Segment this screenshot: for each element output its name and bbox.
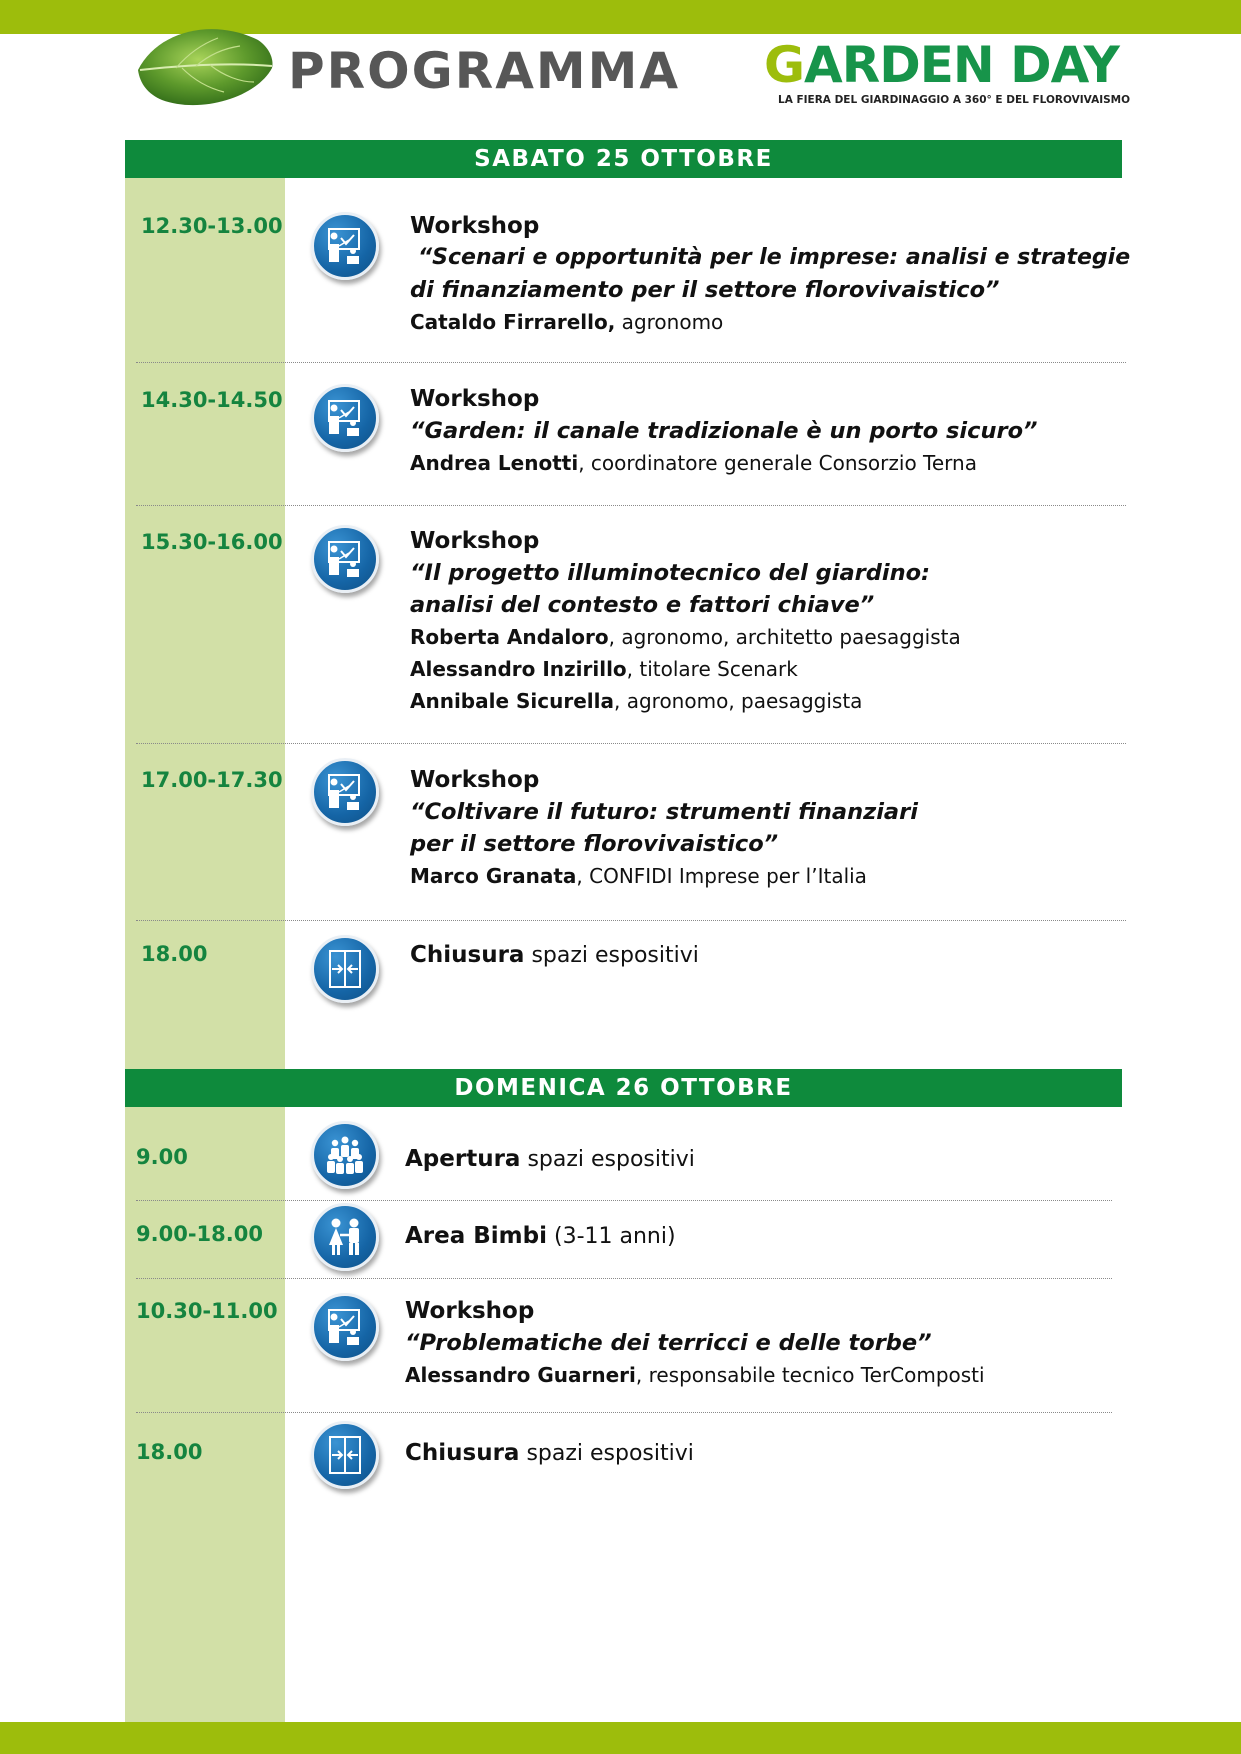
bottom-band [0, 1722, 1241, 1754]
page-title: PROGRAMMA [288, 42, 681, 100]
entry-time: 10.30-11.00 [136, 1299, 278, 1323]
row-separator [136, 505, 1126, 506]
entry-line: Chiusura spazi espositivi [405, 1440, 694, 1466]
row-separator [136, 920, 1126, 921]
day-header-saturday: SABATO 25 OTTOBRE [125, 140, 1122, 178]
entry-topic: “Coltivare il futuro: strumenti finanziari [410, 799, 918, 825]
entry-content [405, 1143, 1165, 1176]
closing-doors-icon [311, 1421, 379, 1489]
entry-time: 9.00-18.00 [136, 1222, 263, 1246]
entry-speaker: Alessandro Guarneri, responsabile tecnico TerComposti [405, 1363, 985, 1387]
entry-time: 9.00 [136, 1145, 188, 1169]
entry-speaker: Cataldo Firrarello, agronomo [410, 310, 724, 334]
entry-time: 17.00-17.30 [141, 768, 283, 792]
entry-speaker: Annibale Sicurella, agronomo, paesaggista [410, 689, 863, 713]
children-area-icon [311, 1203, 379, 1271]
entry-time: 15.30-16.00 [141, 530, 283, 554]
logo-word-rest: ARDEN DAY [804, 36, 1119, 94]
entry-topic: di finanziamento per il settore florovivaistico” [410, 277, 1000, 303]
entry-content [405, 1295, 1165, 1391]
opening-crowd-icon [311, 1121, 379, 1189]
entry-line: Apertura spazi espositivi [405, 1146, 695, 1172]
entry-kind: Workshop [410, 528, 540, 554]
workshop-presentation-icon [311, 1293, 379, 1361]
entry-topic: “Il progetto illuminotecnico del giardino: [410, 560, 931, 586]
closing-doors-icon [311, 935, 379, 1003]
entry-time: 18.00 [136, 1440, 203, 1464]
entry-time: 12.30-13.00 [141, 214, 283, 238]
entry-topic: per il settore florovivaistico” [410, 831, 779, 857]
workshop-presentation-icon [311, 212, 379, 280]
entry-topic: “Scenari e opportunità per le imprese: analisi e strategie [418, 245, 1131, 270]
entry-speaker: Andrea Lenotti, coordinatore generale Consorzio Terna [410, 451, 977, 475]
garden-day-logo [764, 36, 1131, 114]
entry-speaker: Roberta Andaloro, agronomo, architetto paesaggista [410, 625, 961, 649]
entry-kind: Workshop [405, 1298, 535, 1324]
row-separator [136, 1412, 1112, 1413]
entry-kind: Workshop [410, 213, 540, 239]
entry-content [405, 1220, 1165, 1253]
row-separator [136, 1278, 1112, 1279]
entry-time: 14.30-14.50 [141, 388, 283, 412]
entry-content [410, 210, 1170, 338]
workshop-presentation-icon [311, 758, 379, 826]
entry-content [410, 383, 1170, 479]
entry-topic: “Problematiche dei terricci e delle torbe” [405, 1330, 932, 1356]
entry-kind: Workshop [410, 767, 540, 793]
row-separator [136, 743, 1126, 744]
entry-content [405, 1437, 1165, 1470]
entry-speaker: Alessandro Inzirillo, titolare Scenark [410, 657, 798, 681]
logo-tagline: LA FIERA DEL GIARDINAGGIO A 360° E DEL FLOROVIVAISMO [778, 94, 1131, 106]
entry-content [410, 764, 1170, 892]
entry-topic: analisi del contesto e fattori chiave” [410, 592, 875, 618]
entry-kind: Workshop [410, 386, 540, 412]
workshop-presentation-icon [311, 525, 379, 593]
entry-time: 18.00 [141, 942, 208, 966]
entry-content [410, 939, 1170, 972]
day-header-sunday: DOMENICA 26 OTTOBRE [125, 1069, 1122, 1107]
row-separator [136, 1200, 1112, 1201]
entry-topic: “Garden: il canale tradizionale è un porto sicuro” [410, 418, 1038, 444]
entry-line: Chiusura spazi espositivi [410, 942, 699, 968]
entry-content [410, 525, 1170, 717]
row-separator [136, 362, 1126, 363]
workshop-presentation-icon [311, 384, 379, 452]
leaf-icon [136, 18, 276, 112]
entry-speaker: Marco Granata, CONFIDI Imprese per l’Italia [410, 864, 867, 888]
logo-wordmark [764, 36, 1124, 94]
logo-letter-g: G [764, 36, 805, 94]
entry-line: Area Bimbi (3-11 anni) [405, 1223, 676, 1249]
